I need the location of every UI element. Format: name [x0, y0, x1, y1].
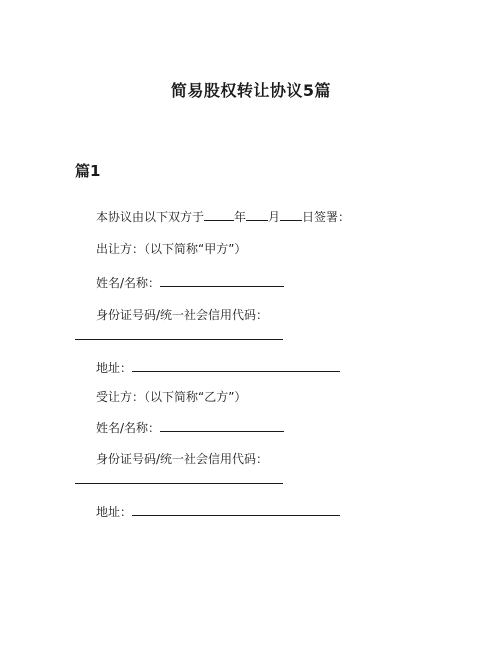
intro-text-1: 本协议由以下双方于: [96, 210, 205, 224]
transferee-address-line: [96, 503, 340, 520]
name-blank: [160, 419, 284, 432]
intro-line: [96, 208, 350, 225]
address-label: 地址：: [96, 505, 133, 519]
address-label: 地址：: [96, 361, 133, 375]
transferee-name-line: [96, 419, 284, 436]
section-heading: 篇1: [75, 162, 101, 180]
intro-text-2: 年: [234, 210, 247, 224]
id-blank: [75, 471, 283, 484]
transferor-line: 出让方：（以下简称“甲方”）: [96, 242, 247, 256]
transferee-id-line: 身份证号码/统一社会信用代码：: [96, 452, 269, 466]
document-title: 简易股权转让协议5篇: [170, 81, 332, 100]
transferor-address-line: [96, 359, 340, 376]
transferee-id-blank-line: [75, 471, 283, 488]
address-blank: [132, 503, 340, 516]
year-blank: [204, 208, 234, 221]
transferor-name-line: [96, 274, 284, 291]
day-blank: [280, 208, 302, 221]
id-blank: [75, 327, 283, 340]
transferor-id-blank-line: [75, 327, 283, 344]
transferee-line: 受让方：（以下简称“乙方”）: [96, 390, 247, 404]
name-label: 姓名/名称：: [96, 276, 161, 290]
name-blank: [160, 274, 284, 287]
month-blank: [246, 208, 268, 221]
intro-text-3: 月: [268, 210, 281, 224]
address-blank: [132, 359, 340, 372]
intro-text-4: 日签署：: [302, 210, 351, 224]
name-label: 姓名/名称：: [96, 421, 161, 435]
transferor-id-line: 身份证号码/统一社会信用代码：: [96, 308, 269, 322]
